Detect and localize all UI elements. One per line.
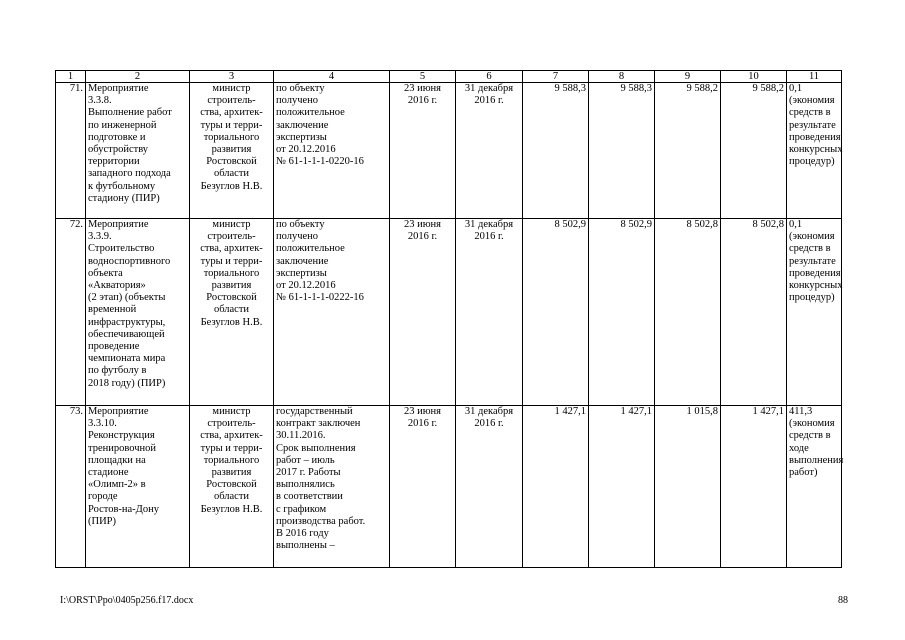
table-row [56, 83, 842, 219]
header-cell: 5 [390, 71, 456, 83]
end-date-cell: 31 декабря 2016 г. [456, 83, 523, 219]
value-col8: 1 427,1 [589, 406, 655, 568]
responsible-cell: министр строитель- ства, архитек- туры и терри- ториального развития Ростовской области Безуглов Н.В. [190, 406, 274, 568]
page-number: 88 [838, 595, 848, 606]
status-cell: по объекту получено положительное заключение экспертизы от 20.12.2016 № 61-1-1-1-0222-16 [274, 219, 390, 406]
header-cell: 6 [456, 71, 523, 83]
start-date-cell: 23 июня 2016 г. [390, 406, 456, 568]
header-cell: 8 [589, 71, 655, 83]
table-header-row [56, 71, 842, 83]
header-cell: 1 [56, 71, 86, 83]
value-col10: 8 502,8 [721, 219, 787, 406]
responsible-cell: министр строитель- ства, архитек- туры и терри- ториального развития Ростовской области Безуглов Н.В. [190, 219, 274, 406]
header-cell: 11 [787, 71, 842, 83]
note-cell: 0,1 (экономия средств в результате проведения конкурсных процедур) [787, 83, 842, 219]
end-date-cell: 31 декабря 2016 г. [456, 219, 523, 406]
start-date-cell: 23 июня 2016 г. [390, 83, 456, 219]
document-path: I:\ORST\Ppo\0405p256.f17.docx [60, 595, 194, 606]
value-col8: 8 502,9 [589, 219, 655, 406]
event-cell: Мероприятие 3.3.10. Реконструкция тренировочной площадки на стадионе «Олимп-2» в городе Ростов-на-Дону (ПИР) [86, 406, 190, 568]
end-date-cell: 31 декабря 2016 г. [456, 406, 523, 568]
status-cell: по объекту получено положительное заключение экспертизы от 20.12.2016 № 61-1-1-1-0220-16 [274, 83, 390, 219]
note-cell: 0,1 (экономия средств в результате проведения конкурсных процедур) [787, 219, 842, 406]
value-col9: 1 015,8 [655, 406, 721, 568]
value-col9: 9 588,2 [655, 83, 721, 219]
value-col7: 8 502,9 [523, 219, 589, 406]
responsible-cell: министр строитель- ства, архитек- туры и терри- ториального развития Ростовской области Безуглов Н.В. [190, 83, 274, 219]
row-number: 71. [56, 83, 86, 219]
header-cell: 2 [86, 71, 190, 83]
value-col10: 1 427,1 [721, 406, 787, 568]
event-cell: Мероприятие 3.3.9. Строительство водноспортивного объекта «Акватория» (2 этап) (объекты временной инфраструктуры, обеспечивающей проведение чемпионата мира по футболу в 2018 году) (ПИР) [86, 219, 190, 406]
start-date-cell: 23 июня 2016 г. [390, 219, 456, 406]
note-cell: 411,3 (экономия средств в ходе выполнения работ) [787, 406, 842, 568]
header-cell: 4 [274, 71, 390, 83]
event-cell: Мероприятие 3.3.8. Выполнение работ по инженерной подготовке и обустройству территории западного подхода к футбольному стадиону (ПИР) [86, 83, 190, 219]
row-number: 73. [56, 406, 86, 568]
header-cell: 3 [190, 71, 274, 83]
header-cell: 9 [655, 71, 721, 83]
header-cell: 10 [721, 71, 787, 83]
value-col7: 1 427,1 [523, 406, 589, 568]
report-table [55, 70, 842, 568]
value-col8: 9 588,3 [589, 83, 655, 219]
value-col9: 8 502,8 [655, 219, 721, 406]
row-number: 72. [56, 219, 86, 406]
value-col7: 9 588,3 [523, 83, 589, 219]
value-col10: 9 588,2 [721, 83, 787, 219]
header-cell: 7 [523, 71, 589, 83]
status-cell: государственный контракт заключен 30.11.2016. Срок выполнения работ – июль 2017 г. Работы выполнялись в соответствии с графиком производства работ. В 2016 году выполнены – [274, 406, 390, 568]
table-row [56, 406, 842, 568]
table-row [56, 219, 842, 406]
